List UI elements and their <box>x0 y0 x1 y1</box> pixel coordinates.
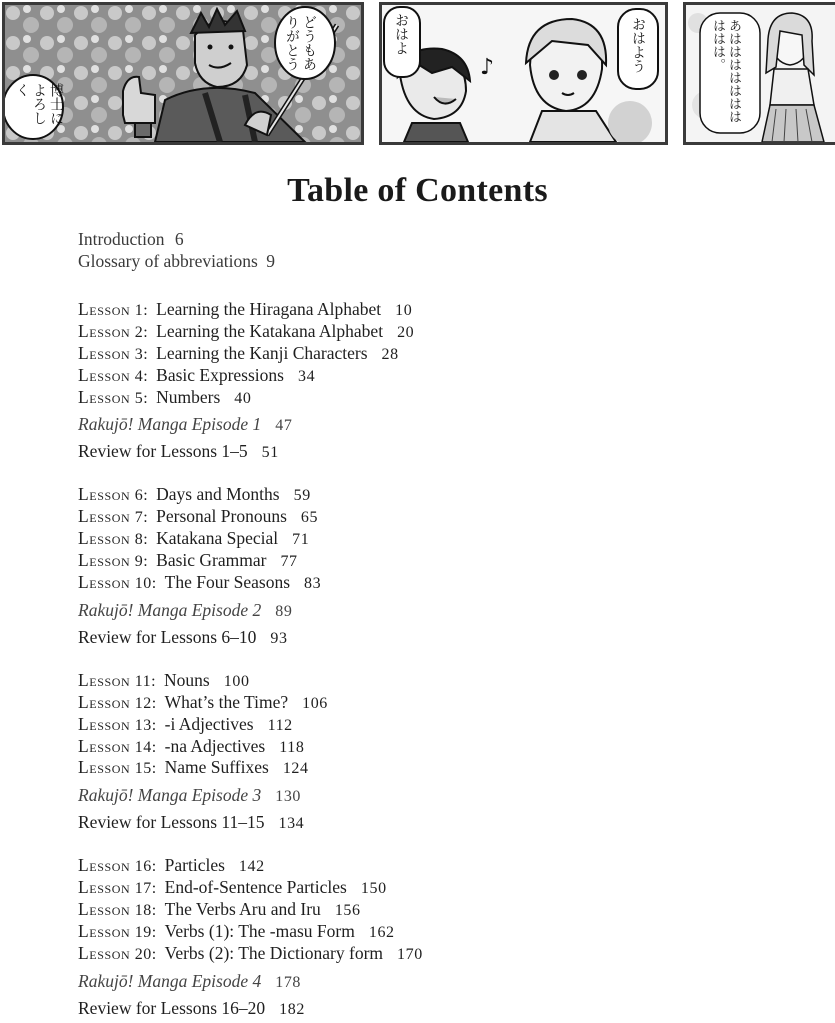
manga-panel-1 <box>2 2 364 145</box>
lesson-number: 1: <box>134 302 149 319</box>
speech-bubble-regards: 博士によろしく <box>14 83 64 125</box>
review-title: Review for Lessons 16–20 <box>78 997 266 1018</box>
manga-episode-title: Rakujō! Manga Episode 2 <box>78 599 262 620</box>
lesson-page: 112 <box>267 716 293 734</box>
lesson-word: Lesson <box>78 342 131 363</box>
lesson-word: Lesson <box>78 320 131 341</box>
lesson-word: Lesson <box>78 713 131 734</box>
toc-manga-episode <box>78 782 798 809</box>
lesson-page: 59 <box>293 487 311 505</box>
lesson-title: -na Adjectives <box>164 735 266 756</box>
lesson-title: -i Adjectives <box>164 713 254 734</box>
lesson-number: 3: <box>134 345 149 363</box>
lesson-number: 12: <box>134 694 157 712</box>
lesson-page: 28 <box>381 345 399 363</box>
toc-section <box>78 855 798 1021</box>
page-title: Table of Contents <box>287 172 548 209</box>
lesson-word: Lesson <box>78 386 131 407</box>
toc-lesson-entry <box>78 670 798 692</box>
lesson-page: 162 <box>368 924 395 942</box>
lesson-word: Lesson <box>78 550 131 571</box>
review-page: 134 <box>278 815 305 833</box>
manga-panel-2 <box>379 2 668 145</box>
toc-section <box>78 484 798 650</box>
toc-entry-page: 6 <box>174 229 184 249</box>
review-page: 93 <box>270 629 288 647</box>
toc-section <box>78 670 798 836</box>
lesson-number: 20: <box>134 945 157 963</box>
lesson-number: 16: <box>134 858 157 876</box>
toc-lesson-entry <box>78 343 798 365</box>
lesson-title: Basic Grammar <box>156 550 267 571</box>
lesson-page: 65 <box>300 509 319 527</box>
toc-lesson-entry <box>78 921 798 943</box>
speech-bubble-laugh: あはははははははははは。 <box>710 19 741 123</box>
toc-lesson-entry <box>78 387 798 409</box>
lesson-word: Lesson <box>78 899 131 920</box>
lesson-word: Lesson <box>78 735 131 756</box>
lesson-title: The Four Seasons <box>164 572 291 593</box>
lesson-number: 4: <box>134 367 149 385</box>
lesson-page: 156 <box>334 902 361 920</box>
lesson-number: 6: <box>134 487 149 505</box>
toc-entry-page: 9 <box>266 251 275 271</box>
toc-lesson-entry <box>78 736 798 758</box>
lesson-title: End-of-Sentence Particles <box>164 877 347 898</box>
table-of-contents <box>78 228 798 1022</box>
music-note-icon: ♪ <box>480 55 495 80</box>
lesson-number: 13: <box>134 716 157 734</box>
toc-lesson-entry <box>78 299 798 321</box>
toc-front-glossary <box>78 250 798 272</box>
lesson-title: Learning the Hiragana Alphabet <box>156 299 382 319</box>
toc-lesson-entry <box>78 484 798 506</box>
lesson-title: Days and Months <box>156 484 280 505</box>
lesson-page: 170 <box>397 945 423 963</box>
lesson-word: Lesson <box>78 691 131 712</box>
speech-bubble-ohayo: おはよ <box>393 13 409 55</box>
lesson-title: Learning the Katakana Alphabet <box>156 320 384 341</box>
toc-manga-episode <box>78 968 798 995</box>
toc-entry-title: Glossary of abbreviations <box>78 251 258 271</box>
lesson-word: Lesson <box>78 877 131 898</box>
lesson-number: 5: <box>134 389 149 407</box>
lesson-page: 142 <box>238 858 265 876</box>
lesson-number: 17: <box>134 880 157 898</box>
section-gap <box>78 836 798 855</box>
lesson-word: Lesson <box>78 757 131 778</box>
lesson-word: Lesson <box>78 921 131 942</box>
lesson-page: 118 <box>279 738 305 756</box>
toc-lesson-entry <box>78 550 798 572</box>
toc-lesson-entry <box>78 855 798 877</box>
toc-lesson-entry <box>78 757 798 779</box>
toc-lesson-entry <box>78 528 798 550</box>
lesson-title: Katakana Special <box>156 528 279 549</box>
section-gap <box>78 465 798 484</box>
manga-strip <box>0 0 835 150</box>
manga-episode-page: 130 <box>275 788 302 806</box>
lesson-number: 8: <box>134 531 149 549</box>
toc-manga-episode <box>78 597 798 624</box>
section-gap <box>78 651 798 670</box>
toc-lesson-entry <box>78 572 798 594</box>
toc-lesson-entry <box>78 692 798 714</box>
lesson-title: Name Suffixes <box>164 757 269 778</box>
toc-lesson-entry <box>78 899 798 921</box>
lesson-title: Verbs (2): The Dictionary form <box>164 942 384 963</box>
lesson-page: 124 <box>282 760 309 778</box>
manga-episode-title: Rakujō! Manga Episode 1 <box>78 414 262 435</box>
lesson-page: 77 <box>280 553 298 571</box>
lesson-number: 14: <box>134 738 157 756</box>
lesson-title: Nouns <box>164 669 210 690</box>
review-title: Review for Lessons 1–5 <box>78 441 248 462</box>
lesson-number: 9: <box>134 553 149 571</box>
lesson-word: Lesson <box>78 572 131 593</box>
lesson-number: 18: <box>134 902 157 920</box>
toc-review <box>78 809 798 836</box>
lesson-title: Verbs (1): The -masu Form <box>164 921 355 942</box>
lesson-number: 19: <box>134 924 157 942</box>
toc-lesson-entry <box>78 714 798 736</box>
lesson-word: Lesson <box>78 528 131 549</box>
lesson-title: Particles <box>164 855 225 876</box>
lesson-number: 10: <box>134 575 157 593</box>
lesson-word: Lesson <box>78 484 131 505</box>
manga-episode-page: 89 <box>275 602 293 620</box>
lesson-page: 34 <box>297 367 316 385</box>
lesson-number: 7: <box>134 509 149 527</box>
lesson-page: 40 <box>234 389 252 407</box>
lesson-title: The Verbs Aru and Iru <box>164 899 321 920</box>
lesson-page: 100 <box>223 672 250 690</box>
review-title: Review for Lessons 11–15 <box>78 812 265 833</box>
section-gap <box>78 272 798 299</box>
toc-lesson-entry <box>78 943 798 965</box>
manga-episode-title: Rakujō! Manga Episode 3 <box>78 785 262 806</box>
lesson-page: 106 <box>302 694 328 712</box>
toc-sections <box>78 299 798 1022</box>
lesson-page: 71 <box>292 531 310 549</box>
lesson-page: 83 <box>304 575 322 593</box>
lesson-title: Basic Expressions <box>156 364 284 385</box>
speech-bubble-ohayou: おはよう <box>630 17 646 73</box>
toc-section <box>78 299 798 465</box>
manga-panel-3 <box>683 2 835 145</box>
lesson-title: Numbers <box>156 386 221 407</box>
lesson-word: Lesson <box>78 669 131 690</box>
lesson-number: 15: <box>134 760 157 778</box>
toc-entry-title: Introduction <box>78 229 165 249</box>
toc-front-introduction <box>78 228 798 250</box>
lesson-word: Lesson <box>78 364 131 385</box>
lesson-word: Lesson <box>78 942 131 963</box>
toc-review <box>78 624 798 651</box>
lesson-number: 2: <box>134 323 149 341</box>
speech-bubble-thanks: どうもありがとう <box>284 15 317 71</box>
lesson-title: Learning the Kanji Characters <box>156 342 368 363</box>
lesson-title: What’s the Time? <box>164 691 289 712</box>
toc-lesson-entry <box>78 365 798 387</box>
toc-lesson-entry <box>78 321 798 343</box>
review-page: 51 <box>261 444 279 462</box>
toc-lesson-entry <box>78 877 798 899</box>
lesson-title: Personal Pronouns <box>156 506 287 527</box>
lesson-number: 11: <box>134 672 157 690</box>
toc-manga-episode <box>78 411 798 438</box>
lesson-page: 150 <box>360 880 387 898</box>
panel-2-artwork <box>382 5 665 142</box>
review-page: 182 <box>279 1000 305 1018</box>
lesson-word: Lesson <box>78 299 131 319</box>
lesson-word: Lesson <box>78 855 131 876</box>
toc-lesson-entry <box>78 506 798 528</box>
lesson-page: 20 <box>397 323 415 341</box>
manga-episode-title: Rakujō! Manga Episode 4 <box>78 970 262 991</box>
manga-episode-page: 178 <box>275 973 302 991</box>
lesson-page: 10 <box>395 302 413 319</box>
toc-review <box>78 438 798 465</box>
toc-review <box>78 995 798 1022</box>
review-title: Review for Lessons 6–10 <box>78 626 257 647</box>
lesson-word: Lesson <box>78 506 131 527</box>
manga-episode-page: 47 <box>275 417 293 435</box>
